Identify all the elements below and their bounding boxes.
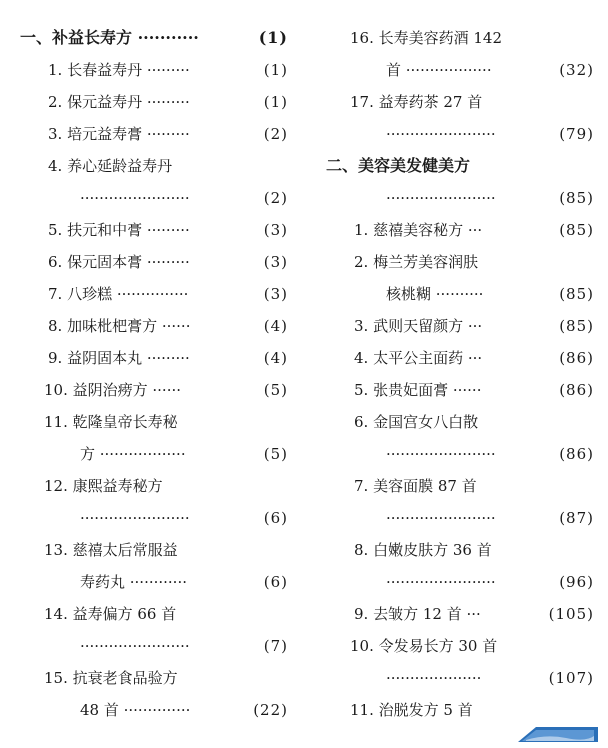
toc-entry-title: 7. 美容面膜 87 首: [354, 477, 477, 495]
toc-entry-page-number: (2): [263, 189, 288, 207]
toc-entry: [326, 534, 594, 566]
toc-entry-title: 寿药丸 ············: [80, 573, 187, 591]
toc-entry-title: 16. 长寿美容药酒 142: [350, 29, 503, 47]
toc-entry-title: ·······················: [80, 509, 190, 527]
toc-entry-title: 17. 益寿药茶 27 首: [350, 93, 483, 111]
toc-entry: [326, 470, 594, 502]
toc-entry-title: ·······················: [386, 573, 496, 591]
toc-entry: [20, 534, 288, 566]
toc-entry-title: 3. 培元益寿膏 ·········: [48, 125, 190, 143]
toc-entry-title: 13. 慈禧太后常服益: [44, 541, 178, 559]
toc-entry: [20, 182, 288, 214]
toc-entry-title: ·······················: [386, 125, 496, 143]
toc-entry-title: 3. 武则天留颜方 ···: [354, 317, 483, 335]
toc-entry: [20, 310, 288, 342]
toc-entry: [326, 566, 594, 598]
toc-entry: [20, 662, 288, 694]
toc-entry: [326, 342, 594, 374]
toc-entry-page-number: (1): [258, 28, 288, 47]
toc-entry-page-number: (85): [559, 189, 594, 207]
toc-entry-title: 9. 益阴固本丸 ·········: [48, 349, 190, 367]
toc-entry-title: ·······················: [386, 509, 496, 527]
toc-entry: [20, 246, 288, 278]
toc-entry: [20, 118, 288, 150]
toc-entry-title: 9. 去皱方 12 首 ···: [354, 605, 481, 623]
toc-entry-page-number: (4): [263, 349, 288, 367]
toc-entry: [326, 630, 594, 662]
toc-entry-page-number: (6): [263, 573, 288, 591]
toc-entry-title: 一、补益长寿方 ···········: [20, 28, 199, 47]
toc-entry-title: 1. 慈禧美容秘方 ···: [354, 221, 483, 239]
toc-entry-page-number: (79): [559, 125, 594, 143]
toc-entry-page-number: (86): [559, 445, 594, 463]
toc-entry-page-number: (85): [559, 285, 594, 303]
publisher-logo-icon: [516, 724, 600, 744]
toc-entry-title: 2. 保元益寿丹 ·········: [48, 93, 190, 111]
toc-entry-page-number: (96): [559, 573, 594, 591]
toc-entry-title: 5. 扶元和中膏 ·········: [48, 221, 190, 239]
toc-entry: [20, 150, 288, 182]
toc-entry: [326, 438, 594, 470]
toc-entry-title: 14. 益寿偏方 66 首: [44, 605, 177, 623]
toc-entry-title: 8. 白嫩皮肤方 36 首: [354, 541, 492, 559]
toc-entry-page-number: (107): [548, 669, 594, 687]
toc-entry-title: 核桃糊 ··········: [386, 285, 484, 303]
toc-entry-title: 首 ··················: [386, 61, 492, 79]
toc-entry-title: 12. 康熙益寿秘方: [44, 477, 163, 495]
toc-entry-page-number: (86): [559, 349, 594, 367]
toc-entry-title: 1. 长春益寿丹 ·········: [48, 61, 190, 79]
toc-entry: [20, 86, 288, 118]
toc-entry-title: 7. 八珍糕 ···············: [48, 285, 189, 303]
toc-entry-page-number: (6): [263, 509, 288, 527]
toc-entry-page-number: (87): [559, 509, 594, 527]
toc-entry: [326, 150, 594, 182]
toc-entry-page-number: (7): [263, 637, 288, 655]
toc-entry-page-number: (1): [263, 93, 288, 111]
toc-entry: [20, 22, 288, 54]
toc-entry: [20, 694, 288, 726]
toc-entry: [20, 470, 288, 502]
toc-entry-title: 方 ··················: [80, 445, 186, 463]
toc-entry-title: 5. 张贵妃面膏 ······: [354, 381, 482, 399]
toc-entry-title: ·······················: [80, 637, 190, 655]
toc-entry: [326, 310, 594, 342]
toc-entry-title: 10. 令发易长方 30 首: [350, 637, 498, 655]
toc-entry-title: 6. 金国宫女八白散: [354, 413, 479, 431]
toc-entry-page-number: (85): [559, 317, 594, 335]
toc-entry-page-number: (5): [263, 381, 288, 399]
toc-entry-page-number: (86): [559, 381, 594, 399]
toc-entry: [20, 598, 288, 630]
toc-entry-page-number: (5): [263, 445, 288, 463]
toc-entry: [20, 630, 288, 662]
toc-entry: [326, 54, 594, 86]
toc-entry-page-number: (3): [263, 221, 288, 239]
toc-entry-title: 2. 梅兰芳美容润肤: [354, 253, 479, 271]
toc-entry: [326, 118, 594, 150]
toc-entry: [326, 22, 594, 54]
toc-entry-title: ·······················: [386, 189, 496, 207]
toc-entry-title: 10. 益阴治痨方 ······: [44, 381, 182, 399]
toc-entry-page-number: (3): [263, 285, 288, 303]
toc-entry-title: 二、美容美发健美方: [326, 156, 471, 175]
toc-entry-title: 6. 保元固本膏 ·········: [48, 253, 190, 271]
toc-entry: [326, 406, 594, 438]
toc-entry: [326, 278, 594, 310]
toc-entry-page-number: (85): [559, 221, 594, 239]
toc-entry: [20, 502, 288, 534]
toc-entry: [326, 374, 594, 406]
toc-entry-title: 11. 治脱发方 5 首: [350, 701, 473, 719]
toc-entry-title: ·······················: [80, 189, 190, 207]
toc-entry: [20, 406, 288, 438]
toc-entry-page-number: (3): [263, 253, 288, 271]
toc-entry: [20, 342, 288, 374]
toc-entry: [20, 374, 288, 406]
toc-entry-page-number: (4): [263, 317, 288, 335]
toc-entry: [20, 566, 288, 598]
toc-entry-page-number: (1): [263, 61, 288, 79]
toc-entry: [326, 86, 594, 118]
toc-entry-title: 8. 加味枇杷膏方 ······: [48, 317, 191, 335]
toc-entry-title: 11. 乾隆皇帝长寿秘: [44, 413, 178, 431]
toc-entry-title: 4. 太平公主面药 ···: [354, 349, 483, 367]
toc-entry: [326, 694, 594, 726]
toc-entry-page-number: (105): [548, 605, 594, 623]
toc-entry: [326, 502, 594, 534]
toc-entry: [326, 182, 594, 214]
toc-entry: [20, 214, 288, 246]
toc-entry-page-number: (2): [263, 125, 288, 143]
toc-entry: [20, 438, 288, 470]
toc-entry: [326, 214, 594, 246]
toc-entry-title: 15. 抗衰老食品验方: [44, 669, 178, 687]
toc-entry: [326, 662, 594, 694]
toc-entry-title: ·······················: [386, 445, 496, 463]
toc-entry: [20, 278, 288, 310]
toc-entry-page-number: (32): [559, 61, 594, 79]
toc-entry-title: ····················: [386, 669, 482, 687]
toc-entry: [326, 246, 594, 278]
toc-entry-title: 48 首 ··············: [80, 701, 191, 719]
toc-entry-page-number: (22): [253, 701, 288, 719]
toc-entry: [326, 598, 594, 630]
toc-entry-title: 4. 养心延龄益寿丹: [48, 157, 173, 175]
toc-entry: [20, 54, 288, 86]
